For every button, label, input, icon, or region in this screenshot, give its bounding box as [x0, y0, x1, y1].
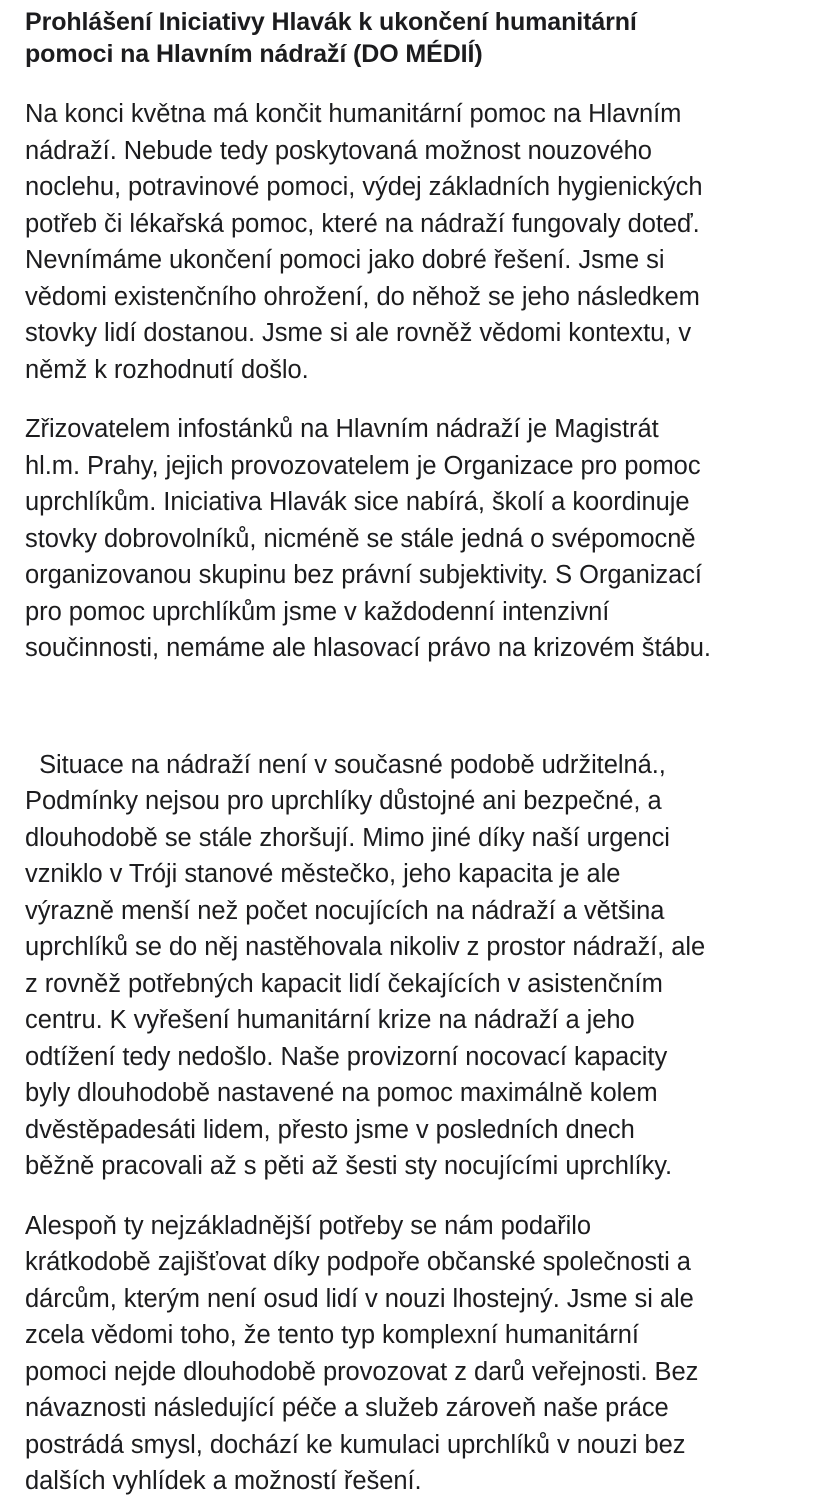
text-line: dalších vyhlídek a možností řešení. [25, 1467, 422, 1495]
text-line: stovky dobrovolníků, nicméně se stále jedná o svépomocně [25, 524, 696, 553]
text-line: Nevnímáme ukončení pomoci jako dobré řešení. Jsme si [25, 246, 665, 274]
text-line: pomoci nejde dlouhodobě provozovat z darů veřejnosti. Bez [25, 1357, 699, 1386]
text-line: Zřizovatelem infostánků na Hlavním nádraží je Magistrát [25, 415, 659, 443]
text-line: hl.m. Prahy, jejich provozovatelem je Organizace pro pomoc [25, 451, 701, 480]
paragraph-2 [25, 411, 812, 667]
text-line: návaznosti následující péče a služeb zároveň naše práce [25, 1394, 669, 1422]
paragraph-1 [25, 96, 812, 388]
text-line: dvěstěpadesáti lidem, přesto jsme v posledních dnech [25, 1115, 635, 1144]
text-line: němž k rozhodnutí došlo. [25, 355, 309, 384]
text-line: součinnosti, nemáme ale hlasovací právo na krizovém štábu. [25, 634, 711, 662]
text-line: zcela vědomi toho, že tento typ komplexní humanitární [25, 1321, 639, 1349]
text-line: uprchlíků se do něj nastěhovala nikoliv z prostor nádraží, ale [25, 933, 706, 961]
text-line: Na konci května má končit humanitární pomoc na Hlavním [25, 100, 682, 128]
text-line: dárcům, kterým není osud lidí v nouzi lhostejný. Jsme si ale [25, 1284, 694, 1313]
text-line: nádraží. Nebude tedy poskytovaná možnost nouzového [25, 136, 652, 165]
text-line: uprchlíkům. Iniciativa Hlavák sice nabírá, školí a koordinuje [25, 488, 690, 516]
text-line: výrazně menší než počet nocujících na nádraží a většina [25, 896, 665, 925]
text-line: postrádá smysl, dochází ke kumulaci uprchlíků v nouzi bez [25, 1430, 686, 1459]
document-title [25, 6, 812, 70]
text-line: Podmínky nejsou pro uprchlíky důstojné ani bezpečné, a [25, 787, 662, 815]
text-line: vzniklo v Tróji stanové městečko, jeho kapacita je ale [25, 860, 621, 888]
text-line: pro pomoc uprchlíkům jsme v každodenní intenzivní [25, 597, 610, 626]
text-line: běžně pracovali až s pěti až šesti sty nocujícími uprchlíky. [25, 1152, 673, 1180]
text-line: vědomi existenčního ohrožení, do něhož se jeho následkem [25, 282, 700, 311]
paragraph-3 [25, 747, 812, 1185]
text-line: Situace na nádraží není v současné podobě udržitelná., [25, 750, 666, 779]
paragraph-4 [25, 1208, 812, 1500]
text-line: z rovněž potřebných kapacit lidí čekajících v asistenčním [25, 969, 663, 998]
text-line: noclehu, potravinové pomoci, výdej základních hygienických [25, 173, 703, 201]
text-line: byly dlouhodobě nastavené na pomoc maximálně kolem [25, 1079, 658, 1107]
text-line: odtížení tedy nedošlo. Naše provizorní nocovací kapacity [25, 1042, 668, 1071]
text-line: Alespoň ty nejzákladnější potřeby se nám podařilo [25, 1211, 591, 1240]
text-line: potřeb či lékařská pomoc, které na nádraží fungovaly doteď. [25, 209, 700, 238]
title-line: Prohlášení Iniciativy Hlavák k ukončení humanitární [25, 8, 637, 36]
text-line: krátkodobě zajišťovat díky podpoře občanské společnosti a [25, 1248, 691, 1276]
title-line: pomoci na Hlavním nádraží (DO MÉDIÍ) [25, 40, 483, 68]
text-line: centru. K vyřešení humanitární krize na nádraží a jeho [25, 1006, 635, 1034]
text-line: dlouhodobě se stále zhoršují. Mimo jiné díky naší urgenci [25, 823, 670, 852]
text-line: organizovanou skupinu bez právní subjektivity. S Organizací [25, 561, 702, 589]
text-line: stovky lidí dostanou. Jsme si ale rovněž vědomi kontextu, v [25, 319, 692, 347]
